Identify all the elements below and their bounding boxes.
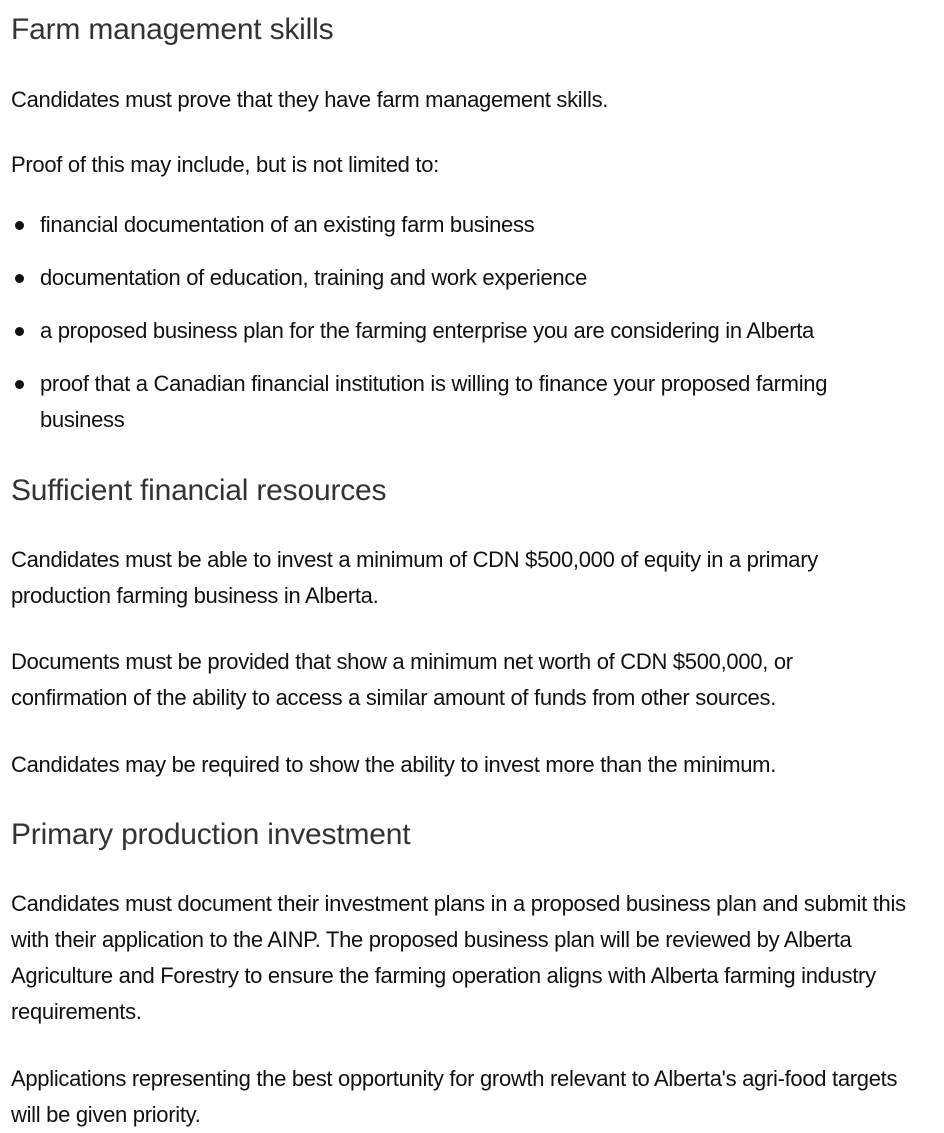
bullet-icon bbox=[15, 221, 24, 230]
paragraph-prove-skills: Candidates must prove that they have farm management skills. bbox=[11, 87, 609, 112]
bullet-icon bbox=[15, 327, 24, 336]
list-item bbox=[11, 260, 911, 296]
list-item-text: proof that a Canadian financial institution is willing to finance your proposed farming business bbox=[40, 371, 828, 432]
paragraph-invest-more: Candidates may be required to show the ability to invest more than the minimum. bbox=[11, 752, 777, 777]
paragraph-minimum-investment: Candidates must be able to invest a minimum of CDN $500,000 of equity in a primary production farming business in Alberta. bbox=[11, 547, 818, 608]
paragraph-proof-intro: Proof of this may include, but is not limited to: bbox=[11, 152, 439, 177]
list-item-text: documentation of education, training and work experience bbox=[40, 265, 588, 290]
list-item bbox=[11, 207, 911, 243]
heading-primary-production-investment: Primary production investment bbox=[11, 818, 411, 851]
paragraph-business-plan: Candidates must document their investment plans in a proposed business plan and submit this with their application to the AINP. The proposed business plan will be reviewed by Alberta Agriculture and Forestry to ensure the farming operation aligns with Alberta farming industry requirements. bbox=[11, 891, 906, 1024]
list-item-text: financial documentation of an existing farm business bbox=[40, 212, 535, 237]
list-item-text: a proposed business plan for the farming enterprise you are considering in Alberta bbox=[40, 318, 814, 343]
paragraph-priority: Applications representing the best opportunity for growth relevant to Alberta's agri-food targets will be given priority. bbox=[11, 1066, 898, 1127]
bullet-icon bbox=[15, 274, 24, 283]
paragraph-net-worth: Documents must be provided that show a minimum net worth of CDN $500,000, or confirmation of the ability to access a similar amount of funds from other sources. bbox=[11, 649, 793, 710]
bullet-icon bbox=[15, 380, 24, 389]
proof-list bbox=[11, 207, 911, 438]
list-item bbox=[11, 366, 890, 438]
list-item bbox=[11, 313, 911, 349]
heading-sufficient-financial-resources: Sufficient financial resources bbox=[11, 474, 387, 507]
heading-farm-management-skills: Farm management skills bbox=[11, 13, 334, 46]
